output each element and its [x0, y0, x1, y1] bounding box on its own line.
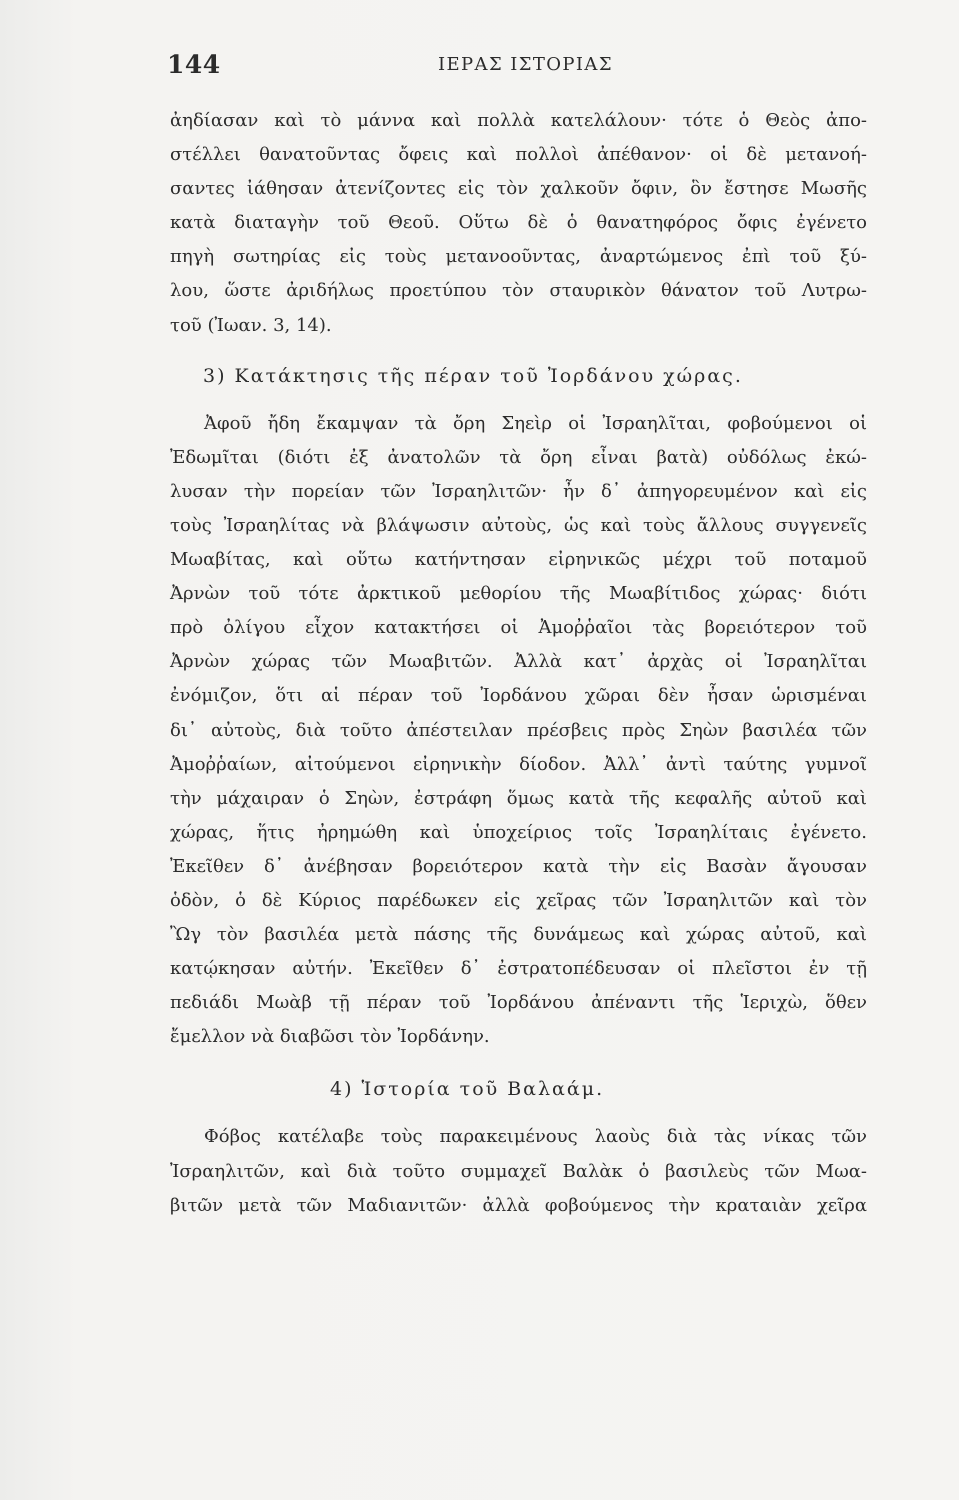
text-line: Ἀφοῦ ἤδη ἔκαμψαν τὰ ὄρη Σηεὶρ οἱ Ἰσραηλῖται, φοβούμενοι οἱ [204, 412, 867, 434]
text-line: Ὢγ τὸν βασιλέα μετὰ πάσης τῆς δυνάμεως καὶ χώρας αὐτοῦ, καὶ [170, 924, 867, 946]
text-line: σαντες ἰάθησαν ἀτενίζοντες εἰς τὸν χαλκοῦν ὄφιν, ὃν ἔστησε Μωσῆς [170, 178, 867, 200]
paragraph-balaam [170, 1120, 867, 1222]
text-line: τοῦ (Ἰωαν. 3, 14). [170, 314, 332, 336]
text-line: Μωαβίτας, καὶ οὕτω κατήντησαν εἰρηνικῶς μέχρι τοῦ ποταμοῦ [170, 549, 867, 571]
running-head [167, 50, 867, 94]
section-heading-3: 3) Κατάκτησις τῆς πέραν τοῦ Ἰορδάνου χώρας. [203, 364, 743, 387]
text-line: Ἀμοῤῥαίων, αἰτούμενοι εἰρηνικὴν δίοδον. Ἀλλ᾿ ἀντὶ ταύτης γυμνοῖ [170, 753, 867, 775]
section-heading-4: 4) Ἱστορία τοῦ Βαλαάμ. [330, 1078, 605, 1101]
text-line: Ἰσραηλιτῶν, καὶ διὰ τοῦτο συμμαχεῖ Βαλὰκ ὁ βασιλεὺς τῶν Μωα- [170, 1160, 867, 1182]
text-line: χώρας, ἥτις ἠρημώθη καὶ ὑποχείριος τοῖς Ἰσραηλίταις ἐγένετο. [170, 821, 867, 843]
text-line: Φόβος κατέλαβε τοὺς παρακειμένους λαοὺς διὰ τὰς νίκας τῶν [204, 1126, 867, 1148]
text-line: τοὺς Ἰσραηλίτας νὰ βλάψωσιν αὐτοὺς, ὡς καὶ τοὺς ἄλλους συγγενεῖς [170, 514, 867, 536]
text-line: στέλλει θανατοῦντας ὄφεις καὶ πολλοὶ ἀπέθανον· οἱ δὲ μετανοή- [170, 144, 867, 166]
page-number: 144 [167, 50, 221, 79]
text-line: τὴν μάχαιραν ὁ Σηὼν, ἐστράφη ὅμως κατὰ τῆς κεφαλῆς αὐτοῦ καὶ [170, 787, 867, 809]
text-line: ἀηδίασαν καὶ τὸ μάννα καὶ πολλὰ κατελάλουν· τότε ὁ Θεὸς ἀπο- [170, 110, 867, 131]
text-line: πηγὴ σωτηρίας εἰς τοὺς μετανοοῦντας, ἀναρτώμενος ἐπὶ τοῦ ξύ- [170, 246, 867, 268]
text-line: πεδιάδι Μωὰβ τῇ πέραν τοῦ Ἰορδάνου ἀπέναντι τῆς Ἱεριχὼ, ὅθεν [170, 992, 867, 1014]
text-line: ἐνόμιζον, ὅτι αἱ πέραν τοῦ Ἰορδάνου χῶραι δὲν ἦσαν ὡρισμέναι [170, 685, 867, 707]
paragraph-conquest [170, 407, 867, 1055]
text-line: Ἀρνὼν χώρας τῶν Μωαβιτῶν. Ἀλλὰ κατ᾿ ἀρχὰς οἱ Ἰσραηλῖται [170, 651, 867, 673]
text-line: ἔμελλον νὰ διαβῶσι τὸν Ἰορδάνην. [170, 1026, 490, 1048]
text-line: Ἀρνὼν τοῦ τότε ἀρκτικοῦ μεθορίου τῆς Μωαβίτιδος χώρας· διότι [170, 583, 867, 605]
text-line: δι᾿ αὐτοὺς, διὰ τοῦτο ἀπέστειλαν πρέσβεις πρὸς Σηὼν βασιλέα τῶν [170, 719, 867, 741]
text-line: Ἐδωμῖται (διότι ἐξ ἀνατολῶν τὰ ὄρη εἶναι βατὰ) οὐδόλως ἐκώ- [170, 446, 867, 468]
text-line: Ἐκεῖθεν δ᾿ ἀνέβησαν βορειότερον κατὰ τὴν εἰς Βασὰν ἄγουσαν [170, 855, 867, 877]
text-line: λυσαν τὴν πορείαν τῶν Ἰσραηλιτῶν· ἦν δ᾿ ἀπηγορευμένον καὶ εἰς [170, 480, 867, 502]
text-line: ὁδὸν, ὁ δὲ Κύριος παρέδωκεν εἰς χεῖρας τῶν Ἰσραηλιτῶν καὶ τὸν [170, 889, 867, 911]
text-line: βιτῶν μετὰ τῶν Μαδιανιτῶν· ἀλλὰ φοβούμενος τὴν κραταιὰν χεῖρα [170, 1194, 867, 1216]
paragraph-chalcous-ophis [170, 104, 867, 343]
text-line: κατὰ διαταγὴν τοῦ Θεοῦ. Οὕτω δὲ ὁ θανατηφόρος ὄφις ἐγένετο [170, 212, 867, 234]
text-line: πρὸ ὀλίγου εἶχον κατακτήσει οἱ Ἀμοῤῥαῖοι τὰς βορειότερον τοῦ [170, 617, 867, 639]
text-line: κατῴκησαν αὐτήν. Ἐκεῖθεν δ᾿ ἐστρατοπέδευσαν οἱ πλεῖστοι ἐν τῇ [170, 958, 867, 980]
text-line: λου, ὥστε ἀριδήλως προετύπου τὸν σταυρικὸν θάνατον τοῦ Λυτρω- [170, 280, 867, 302]
running-title: ΙΕΡΑΣ ΙΣΤΟΡΙΑΣ [438, 54, 613, 75]
